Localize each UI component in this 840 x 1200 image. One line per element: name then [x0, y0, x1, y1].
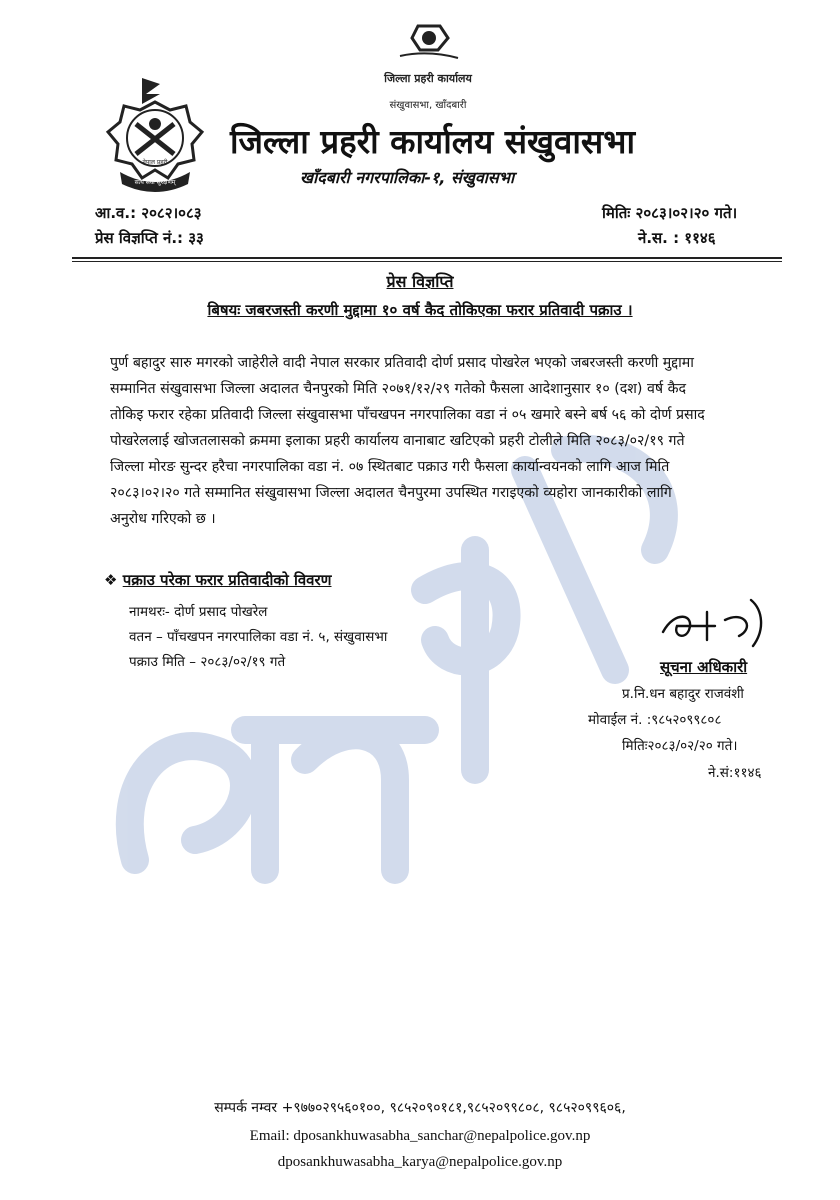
stamp-line-2: संखुवासभा, खाँदबारी: [389, 100, 467, 111]
signatory-title: सूचना अधिकारी: [660, 658, 748, 676]
details-heading: [104, 570, 332, 590]
arrest-date: पक्राउ मिति – २०८३/०२/१९ गते: [129, 654, 286, 670]
header-divider: [72, 257, 782, 259]
body-line: सम्मानित संखुवासभा जिल्ला अदालत चैनपुरको मिति २०७१/१२/२९ गतेको फैसला आदेशानुसार १० (दश) वर्ष कैद: [110, 381, 687, 397]
signature-icon: [655, 590, 780, 652]
signatory-name: प्र.नि.धन बहादुर राजवंशी: [622, 686, 744, 702]
notice-heading: प्रेस विज्ञप्ति: [386, 272, 454, 291]
body-line: पुर्ण बहादुर सारु मगरको जाहेरीले वादी नेपाल सरकार प्रतिवादी दोर्ण प्रसाद पोखरेल भएको जबरजस्ती करणी मुद्दामा: [110, 355, 694, 371]
bullet-icon: ❖: [104, 571, 118, 589]
office-title: जिल्ला प्रहरी कार्यालय संखुवासभा: [230, 122, 635, 161]
signatory-ns: ने.सं:११४६: [708, 765, 762, 781]
signatory-mobile: मोवाईल नं. :९८५२०९९८०८: [588, 712, 722, 728]
office-address: खाँदबारी नगरपालिका-१, संखुवासभा: [300, 168, 515, 187]
nepal-sambat: ने.स. : ११४६: [638, 229, 716, 247]
footer-email-2[interactable]: dposankhuwasabha_karya@nepalpolice.gov.np: [277, 1154, 563, 1170]
body-line: २०८३।०२।२० गते सम्मानित संखुवासभा जिल्ला अदालत चैनपुरमा उपस्थित गराइएको व्यहोरा जानकारीको लागि: [110, 485, 672, 501]
accused-name: नामथरः- दोर्ण प्रसाद पोखरेल: [129, 604, 268, 620]
signatory-date: मितिः२०८३/०२/२० गते।: [622, 738, 738, 754]
body-line: जिल्ला मोरङ सुन्दर हरैचा नगरपालिका वडा नं. ०७ स्थितबाट पक्राउ गरी फैसला कार्यान्वयनको लागि आज मिति: [110, 459, 670, 475]
watermark-text: नेपाल प्रहरी: [402, 885, 408, 886]
footer-contact: सम्पर्क नम्वर +९७७०२९५६०१००, ९८५२०९०१८१,९८५२०९९८०८, ९८५२०९९६०६,: [214, 1100, 626, 1116]
stamp-line-1: जिल्ला प्रहरी कार्यालय: [384, 72, 472, 85]
body-line: तोकिइ फरार रहेका प्रतिवादी जिल्ला संखुवासभा पाँचखपन नगरपालिका वडा नं ०५ खमारे बस्ने बर्ष ५६ को दोर्ण प्रसाद: [110, 407, 705, 423]
details-heading-label: पक्राउ परेका फरार प्रतिवादीको विवरण: [122, 571, 332, 589]
notice-body: [110, 350, 782, 532]
body-line: पोखरेललाई खोजतलासको क्रममा इलाका प्रहरी कार्यालय वानाबाट खटिएको प्रहरी टोलीले मिति २०८३/०२/१९ गते: [110, 433, 685, 449]
body-line: अनुरोध गरिएको छ ।: [110, 511, 216, 527]
notice-subject: बिषयः जबरजस्ती करणी मुद्दामा १० वर्ष कैद तोकिएका फरार प्रतिवादी पक्राउ ।: [207, 301, 633, 319]
office-stamp-icon: [378, 20, 478, 120]
emblem-motto: नेपाल प्रहरी: [142, 159, 168, 166]
fiscal-year: आ.व.: २०८२।०८३: [95, 204, 202, 222]
footer-email-1[interactable]: Email: dposankhuwasabha_sanchar@nepalpolice.gov.np: [249, 1128, 591, 1144]
issue-date: मितिः २०८३।०२।२० गते।: [602, 204, 738, 222]
nepal-police-emblem-icon: [100, 74, 210, 192]
accused-address: वतन – पाँचखपन नगरपालिका वडा नं. ५, संखुवासभा: [129, 629, 388, 645]
press-release-number: प्रेस विज्ञप्ति नं.: ३३: [95, 229, 204, 247]
emblem-motto-bottom: सत्य सेवा सुरक्षणम्: [134, 179, 176, 186]
header-divider-thin: [72, 261, 782, 262]
